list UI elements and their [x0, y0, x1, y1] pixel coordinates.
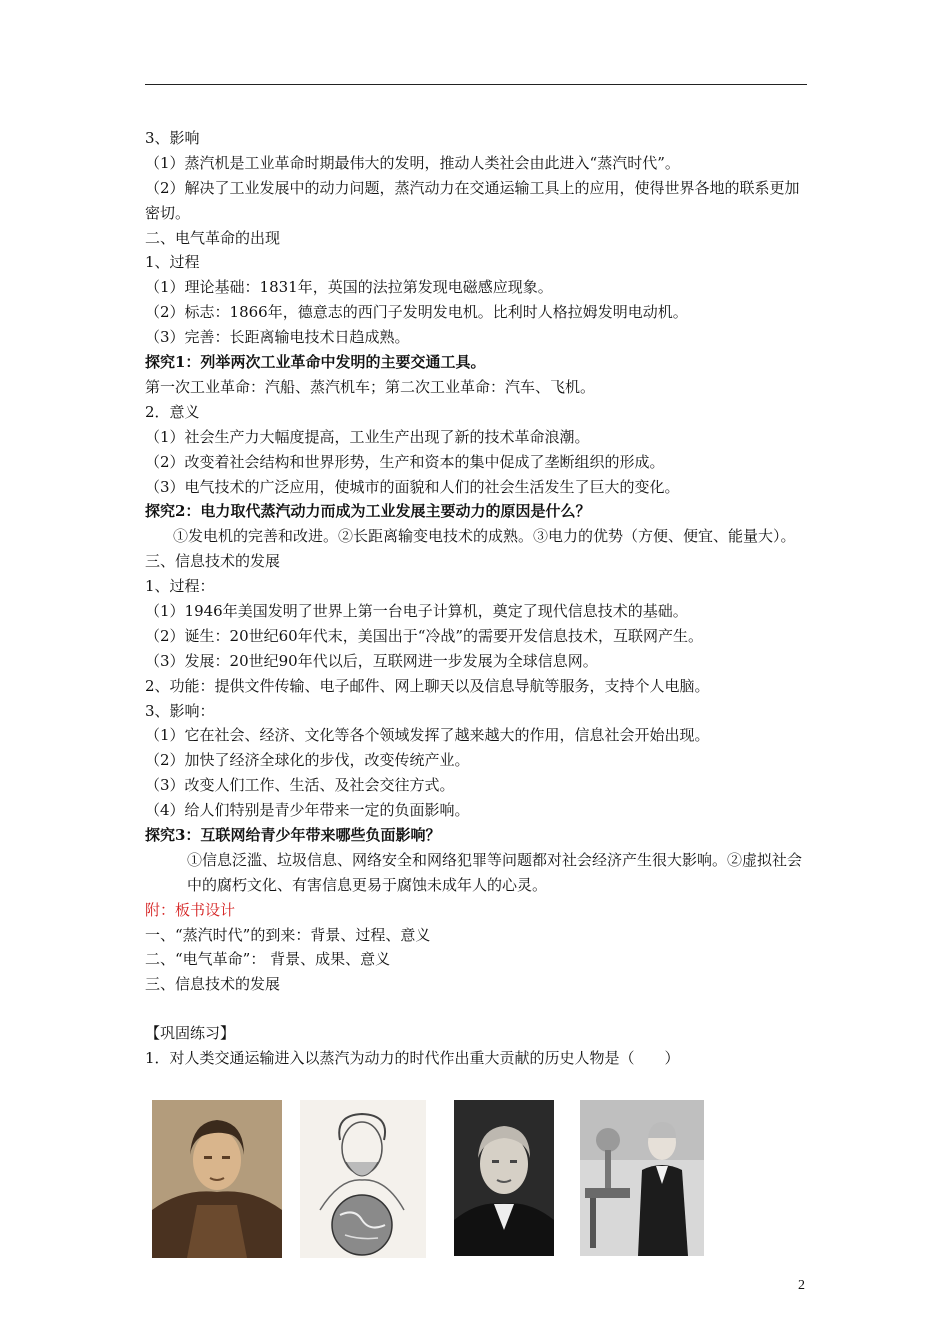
- paragraph: （3）电气技术的广泛应用，使城市的面貌和人们的社会生活发生了巨大的变化。: [145, 477, 680, 496]
- paragraph: （2）加快了经济全球化的步伐，改变传统产业。: [145, 751, 470, 770]
- heading-influence: 3、影响: [145, 129, 200, 147]
- exercise-question: 1．对人类交通运输进入以蒸汽为动力的时代作出重大贡献的历史人物是（ ）: [145, 1049, 680, 1068]
- section-heading: 二、电气革命的出现: [145, 228, 281, 247]
- paragraph: （1）理论基础：1831年，英国的法拉第发现电磁感应现象。: [145, 278, 553, 297]
- inquiry-question: 探究3：互联网给青少年带来哪些负面影响？: [145, 825, 441, 844]
- portrait-image-4: [580, 1100, 704, 1256]
- paragraph: （3）完善：长距离输电技术日趋成熟。: [145, 328, 410, 347]
- subheading: 1、过程: [145, 253, 200, 272]
- paragraph: （1）蒸汽机是工业革命时期最伟大的发明，推动人类社会由此进入“蒸汽时代”。: [145, 153, 680, 172]
- inquiry-question: 探究1：列举两次工业革命中发明的主要交通工具。: [145, 353, 486, 372]
- paragraph: 第一次工业革命：汽船、蒸汽机车；第二次工业革命：汽车、飞机。: [145, 377, 596, 396]
- answer-portraits: [0, 1100, 950, 1260]
- paragraph: （2）标志：1866年，德意志的西门子发明发电机。比利时人格拉姆发明电动机。: [145, 303, 688, 322]
- paragraph: （1）它在社会、经济、文化等各个领域发挥了越来越大的作用，信息社会开始出现。: [145, 726, 710, 745]
- paragraph: （1）1946年美国发明了世界上第一台电子计算机，奠定了现代信息技术的基础。: [145, 601, 688, 620]
- paragraph: （3）改变人们工作、生活、及社会交往方式。: [145, 776, 455, 795]
- board-outline-item: 三、信息技术的发展: [145, 975, 281, 994]
- inquiry-answer: ①发电机的完善和改进。②长距离输变电技术的成熟。③电力的优势（方便、便宜、能量大）。: [173, 527, 796, 546]
- paragraph: 2、功能：提供文件传输、电子邮件、网上聊天以及信息导航等服务，支持个人电脑。: [145, 676, 710, 695]
- paragraph: （1）社会生产力大幅度提高，工业生产出现了新的技术革命浪潮。: [145, 427, 590, 446]
- portrait-image-3: [454, 1100, 554, 1256]
- inquiry-question: 探究2：电力取代蒸汽动力而成为工业发展主要动力的原因是什么？: [145, 502, 591, 521]
- board-design-heading: 附：板书设计: [145, 900, 236, 919]
- paragraph: （3）发展：20世纪90年代以后，互联网进一步发展为全球信息网。: [145, 651, 598, 670]
- paragraph: （2）解决了工业发展中的动力问题，蒸汽动力在交通运输工具上的应用，使得世界各地的联系更加密切。: [145, 178, 800, 222]
- portrait-image-2: [300, 1100, 426, 1258]
- paragraph: （2）诞生：20世纪60年代末，美国出于“冷战”的需要开发信息技术，互联网产生。: [145, 626, 704, 645]
- spacer: [145, 997, 807, 1021]
- subheading: 3、影响：: [145, 701, 215, 720]
- exercise-heading: 【巩固练习】: [145, 1024, 236, 1043]
- page-number: 2: [798, 1278, 805, 1293]
- board-outline-item: 一、“蒸汽时代”的到来：背景、过程、意义: [145, 925, 431, 944]
- header-rule: [145, 84, 807, 85]
- paragraph: （4）给人们特别是青少年带来一定的负面影响。: [145, 801, 470, 820]
- board-outline-item: 二、“电气革命”： 背景、成果、意义: [145, 950, 391, 969]
- subheading: 1、过程：: [145, 577, 215, 596]
- portrait-image-1: [152, 1100, 282, 1258]
- inquiry-answer: ①信息泛滥、垃圾信息、网络安全和网络犯罪等问题都对社会经济产生很大影响。②虚拟社会中的腐朽文化、有害信息更易于腐蚀未成年人的心灵。: [187, 850, 803, 894]
- section-heading: 三、信息技术的发展: [145, 552, 281, 571]
- subheading: 2．意义: [145, 402, 200, 421]
- document-body: [145, 126, 807, 1071]
- paragraph: （2）改变着社会结构和世界形势，生产和资本的集中促成了垄断组织的形成。: [145, 452, 665, 471]
